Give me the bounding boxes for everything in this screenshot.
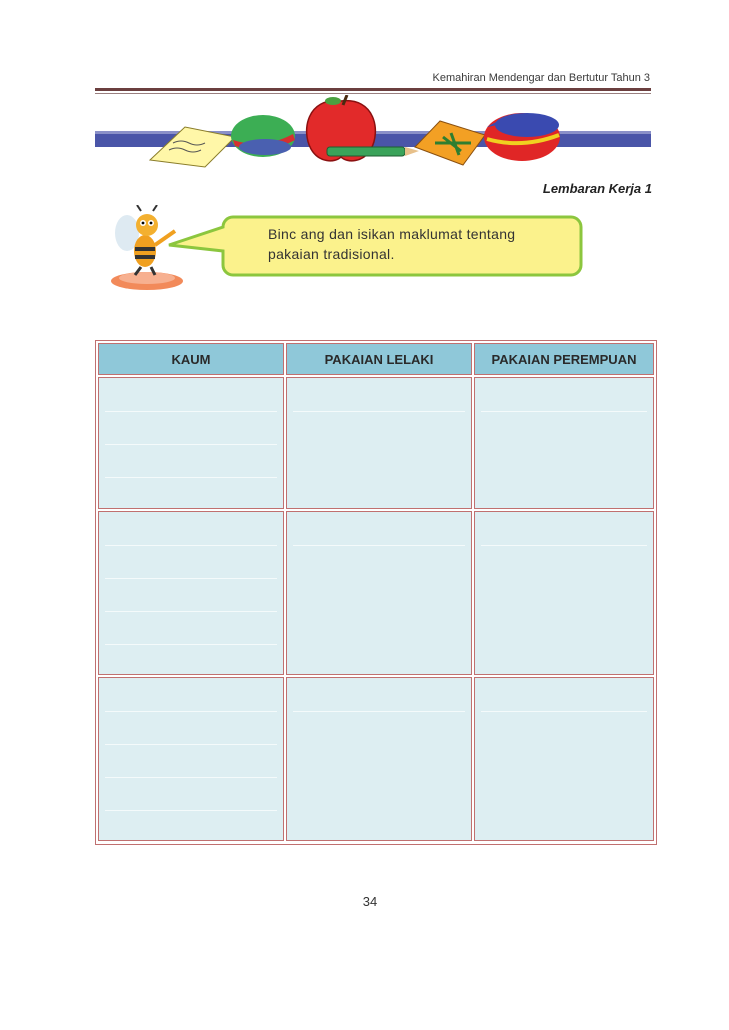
instruction-text: Binc ang dan isikan maklumat tentang pakaian tradisional. (268, 226, 516, 262)
cell-r3-c3[interactable] (474, 677, 654, 841)
cell-r3-c1[interactable] (98, 677, 284, 841)
worksheet-label: Lembaran Kerja 1 (542, 181, 652, 196)
cell-r3-c2[interactable] (286, 677, 472, 841)
header-rule (95, 88, 651, 91)
cell-r2-c3[interactable] (474, 511, 654, 675)
page-number: 34 (362, 894, 378, 909)
red-ball-icon (484, 113, 560, 161)
header-title: Kemahiran Mendengar dan Bertutur Tahun 3 (432, 72, 650, 84)
leaf-card-icon (415, 121, 485, 165)
cell-r2-c2[interactable] (286, 511, 472, 675)
header-rule-thin (95, 93, 651, 94)
cell-r1-c3[interactable] (474, 377, 654, 509)
pencil-icon (327, 147, 419, 156)
decorative-banner (95, 95, 651, 175)
cell-r2-c1[interactable] (98, 511, 284, 675)
green-ball-icon (231, 115, 295, 157)
worksheet-table (95, 340, 657, 845)
column-header-kaum: KAUM (98, 343, 284, 375)
cell-r1-c2[interactable] (286, 377, 472, 509)
column-header-pakaian-perempuan: PAKAIAN PEREMPUAN (474, 343, 654, 375)
column-header-pakaian-lelaki: PAKAIAN LELAKI (286, 343, 472, 375)
cell-r1-c1[interactable] (98, 377, 284, 509)
